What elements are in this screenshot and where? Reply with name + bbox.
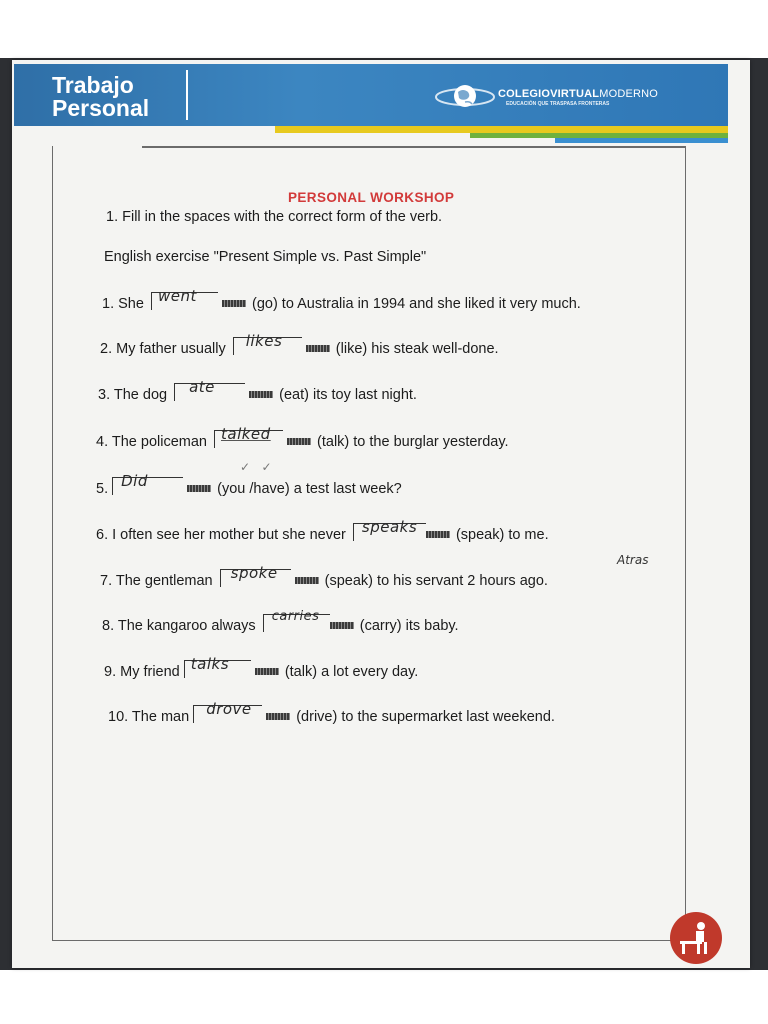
answer-field[interactable] — [214, 425, 283, 448]
item-suffix: (drive) to the supermarket last weekend. — [296, 709, 555, 725]
instruction: 1. Fill in the spaces with the correct form of the verb. — [106, 209, 443, 225]
exercise-item-6 — [96, 518, 549, 543]
handwritten-answer: carries — [271, 609, 320, 624]
answer-field[interactable] — [353, 518, 426, 541]
banner-divider — [186, 70, 188, 120]
exercise-item-7 — [100, 564, 548, 589]
margin-note: Atras — [617, 553, 649, 567]
keyboard-icon — [222, 300, 246, 307]
exercise-item-9 — [104, 655, 419, 680]
banner-title — [52, 74, 149, 120]
answer-field[interactable] — [112, 472, 183, 495]
school-tagline: EDUCACIÓN QUE TRASPASA FRONTERAS — [506, 101, 610, 107]
item-prefix: 7. The gentleman — [100, 573, 213, 589]
worksheet-frame — [52, 146, 686, 941]
check-marks: ✓ ✓ — [240, 460, 272, 474]
keyboard-icon — [255, 668, 279, 675]
handwritten-answer: talked — [221, 425, 271, 443]
item-prefix: 4. The policeman — [96, 434, 207, 450]
item-suffix: (talk) a lot every day. — [284, 664, 419, 680]
item-suffix: (talk) to the burglar yesterday. — [317, 434, 509, 450]
school-name-suffix: MODERNO — [599, 88, 659, 100]
answer-field[interactable] — [151, 287, 218, 310]
keyboard-icon — [249, 391, 273, 398]
exercise-item-2 — [100, 332, 499, 357]
item-prefix: 1. She — [102, 296, 144, 312]
school-name — [498, 88, 658, 100]
item-suffix: (speak) to his servant 2 hours ago. — [324, 573, 548, 589]
item-prefix: 6. I often see her mother but she never — [96, 527, 346, 543]
student-desk-icon — [668, 912, 724, 964]
handwritten-answer: spoke — [230, 564, 278, 582]
keyboard-icon — [330, 622, 354, 629]
item-suffix: (carry) its baby. — [359, 618, 459, 634]
answer-field[interactable] — [184, 655, 251, 678]
item-prefix: 8. The kangaroo always — [102, 618, 256, 634]
worksheet-frame-top — [142, 146, 686, 148]
handwritten-answer: speaks — [361, 518, 418, 536]
item-suffix: (eat) its toy last night. — [279, 387, 417, 403]
exercise-subtitle: English exercise "Present Simple vs. Past Simple" — [104, 249, 427, 265]
item-suffix: (you /have) a test last week? — [217, 481, 402, 497]
handwritten-answer: likes — [245, 332, 283, 350]
answer-field[interactable] — [220, 564, 291, 587]
globe-logo-icon — [434, 80, 496, 112]
exercise-item-3 — [98, 378, 417, 403]
exercise-item-1 — [102, 287, 581, 312]
answer-field[interactable] — [263, 609, 330, 632]
handwritten-answer: talks — [190, 655, 230, 673]
banner-title-line2: Personal — [52, 95, 150, 121]
exercise-item-5 — [96, 472, 402, 497]
item-prefix: 3. The dog — [98, 387, 168, 403]
handwritten-answer: ate — [189, 378, 215, 396]
answer-field[interactable] — [233, 332, 302, 355]
keyboard-icon — [187, 485, 211, 492]
keyboard-icon — [426, 531, 450, 538]
handwritten-answer: went — [157, 287, 197, 305]
exercise-item-10 — [108, 700, 555, 725]
handwritten-answer: drove — [206, 700, 252, 718]
item-prefix: 10. The man — [108, 709, 190, 725]
exercise-item-4 — [96, 425, 509, 450]
stripe-yellow — [275, 126, 728, 133]
keyboard-icon — [287, 438, 311, 445]
stripe-blue — [555, 138, 728, 143]
worksheet-heading: PERSONAL WORKSHOP — [288, 190, 455, 205]
exercise-item-8 — [102, 609, 459, 634]
handwritten-answer: Did — [121, 472, 148, 490]
item-suffix: (go) to Australia in 1994 and she liked it very much. — [251, 296, 581, 312]
item-prefix: 9. My friend — [104, 664, 180, 680]
item-prefix: 2. My father usually — [100, 341, 226, 357]
school-name-prefix: COLEGIOVIRTUAL — [498, 88, 600, 100]
keyboard-icon — [266, 713, 290, 720]
banner-title-line1: Trabajo — [52, 72, 134, 98]
item-prefix: 5. — [96, 481, 109, 497]
answer-field[interactable] — [193, 700, 262, 723]
keyboard-icon — [306, 345, 330, 352]
keyboard-icon — [295, 577, 319, 584]
item-suffix: (like) his steak well-done. — [335, 341, 499, 357]
item-suffix: (speak) to me. — [455, 527, 549, 543]
answer-field[interactable] — [174, 378, 245, 401]
